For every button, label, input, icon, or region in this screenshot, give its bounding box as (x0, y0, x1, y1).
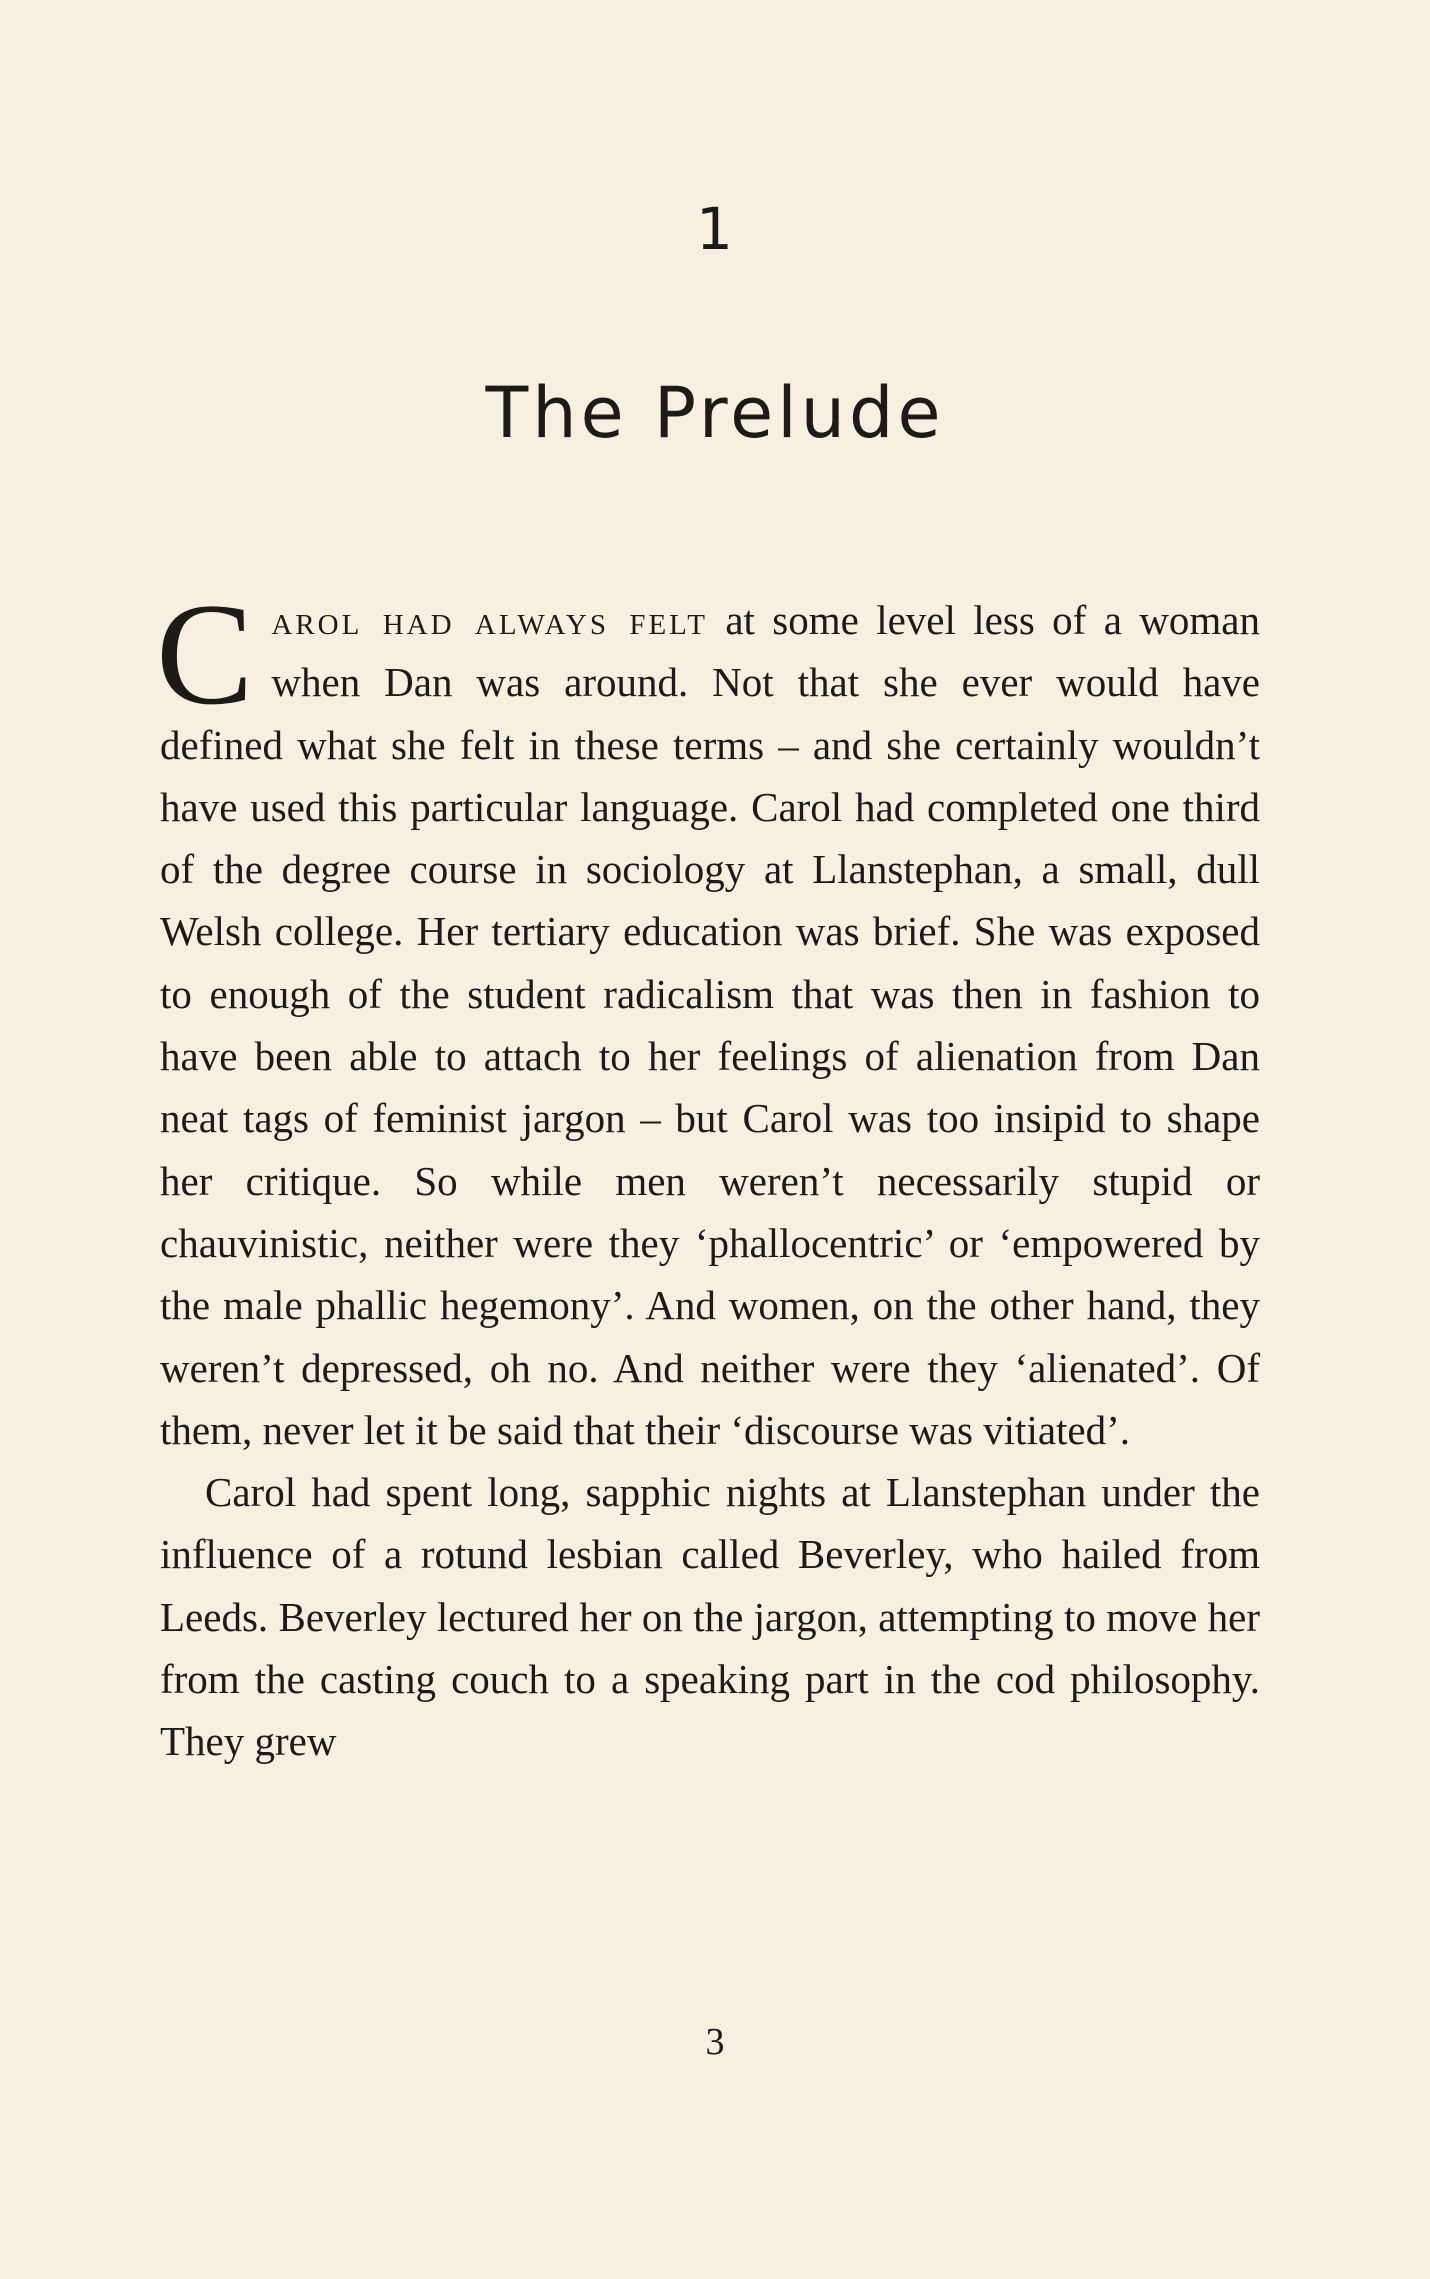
paragraph-1-text: at some level less of a woman when Dan was around. Not that she ever would have defined what she felt in these terms – and she certainly wouldn’t have used this particular language. Carol had completed one third of the degree course in sociology at Llanstephan, a small, dull Welsh college. Her tertiary education was brief. She was exposed to enough of the student radicalism that was then in fashion to have been able to attach to her feelings of alienation from Dan neat tags of feminist jargon – but Carol was too insipid to shape her critique. So while men weren’t necessarily stupid or chauvinistic, neither were they ‘phallocentric’ or ‘empowered by the male phallic hegemony’. And women, on the other hand, they weren’t depressed, oh no. And neither were they ‘alienated’. Of them, never let it be said that their ‘discourse was vitiated’. (160, 597, 1260, 1453)
page-number: 3 (705, 2021, 725, 2063)
chapter-title: The Prelude (485, 372, 945, 454)
paragraph-2: Carol had spent long, sapphic nights at Llanstephan under the influence of a rotund lesbian called Beverley, who hailed from Leeds. Beverley lectured her on the jargon, attempting to move her from the casting couch to a speaking part in the cod philosophy. They grew (160, 1469, 1260, 1765)
paragraph-1 (156, 573, 1260, 1461)
chapter-number: 1 (696, 195, 734, 263)
drop-cap: C (156, 573, 254, 735)
body-text (156, 573, 1260, 1773)
lead-in-small-caps: arol had always felt (271, 597, 708, 643)
